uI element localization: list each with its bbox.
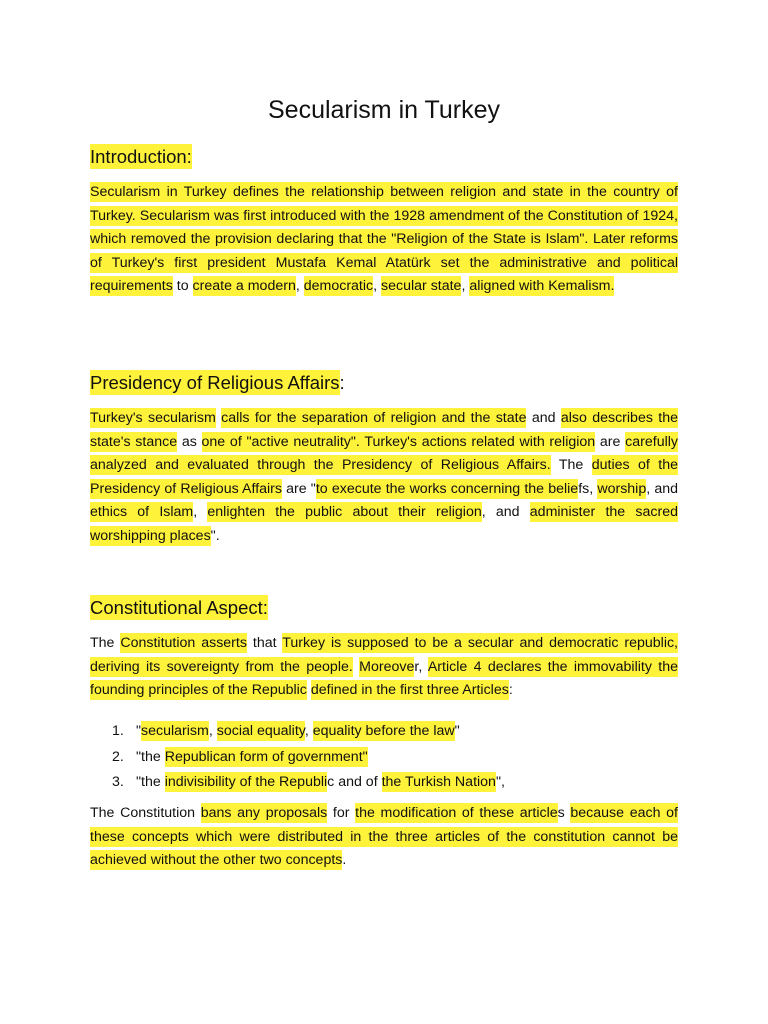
list-item-text [136, 772, 505, 792]
highlighted-text: democratic [303, 278, 374, 295]
plain-text: ", [495, 774, 505, 790]
highlighted-text: Moreove [359, 658, 415, 675]
list-item-number: 3. [112, 774, 124, 790]
plain-text: and [526, 410, 561, 426]
plain-text: , and [481, 504, 530, 521]
highlighted-text: to execute the works concerning the belie [315, 480, 579, 497]
constitutional-paragraph [90, 632, 678, 703]
presidency-heading [90, 369, 345, 397]
introduction-paragraph [90, 181, 678, 299]
highlighted-text: which removed the provision [90, 231, 272, 248]
highlighted-text: also describes the state's stance [90, 410, 678, 450]
presidency-heading-colon: : [339, 372, 345, 393]
list-item-number: 2. [112, 748, 124, 765]
plain-text: , [193, 504, 208, 521]
plain-text: are " [282, 480, 316, 497]
highlighted-text: declaring that the "Religion of the State is Islam". Later reforms of Turkey's first president Mustafa Kemal Atatürk set the administrative and political requirements [90, 231, 679, 295]
highlighted-text: the Turkish Nation [381, 774, 496, 790]
highlighted-text: carefully analyzed and evaluated through the Presidency of Religious Affairs. [90, 433, 678, 474]
highlighted-text: bans any proposals [200, 805, 328, 821]
plain-text: as [177, 433, 202, 450]
highlighted-text: secular state [381, 278, 462, 295]
highlighted-text: ethics of Islam [90, 504, 194, 521]
highlighted-text: Constitution asserts [120, 635, 247, 651]
highlighted-text: Article 4 declares the immovability the founding principles of the Republic [90, 658, 678, 699]
plain-text: , and [646, 480, 678, 497]
founding-principles-list [112, 719, 672, 796]
highlighted-text: administer the sacred worshipping places [90, 504, 678, 544]
plain-text: , [304, 723, 313, 739]
constitutional-heading-text: Constitutional Aspect: [90, 597, 268, 618]
highlighted-text: defined in the first three Articles [310, 682, 509, 699]
plain-text: "the [136, 774, 165, 790]
plain-text: , [373, 278, 382, 295]
list-item-text [136, 747, 368, 767]
highlighted-text: the modification of these article [355, 805, 558, 821]
plain-text: The Constitution [90, 805, 201, 821]
highlighted-text: social equality [216, 723, 305, 739]
plain-text: are [595, 433, 626, 450]
highlighted-text: worship [597, 480, 647, 497]
list-item [112, 719, 672, 745]
plain-text: r, [414, 658, 428, 675]
highlighted-text: calls for the separation of religion and the state [221, 410, 527, 426]
highlighted-text: aligned with Kemalism. [469, 278, 615, 295]
plain-text: "the [136, 748, 165, 765]
highlighted-text: one of "active neutrality". Turkey's actions related with religion [201, 433, 596, 450]
plain-text: ". [210, 527, 220, 544]
document-title: Secularism in Turkey [267, 96, 501, 124]
presidency-paragraph [90, 407, 678, 549]
plain-text: , [208, 723, 217, 739]
highlighted-text: secularism [141, 723, 209, 739]
highlighted-text: enlighten the public about their religion [207, 504, 482, 521]
plain-text: " [454, 723, 460, 739]
introduction-heading-text: Introduction: [90, 146, 192, 167]
presidency-heading-text: Presidency of Religious Affairs [90, 372, 340, 393]
highlighted-text: Secularism in Turkey defines the relationship [90, 184, 384, 200]
highlighted-text: equality before the law [312, 723, 455, 739]
plain-text: The [550, 457, 592, 474]
highlighted-text: duties of the Presidency of Religious Affairs [90, 457, 678, 497]
introduction-heading [90, 143, 192, 171]
plain-text: : [508, 682, 513, 699]
list-item [112, 745, 672, 771]
plain-text: that [246, 635, 283, 651]
plain-text: fs, [578, 480, 598, 497]
highlighted-text: Republican form of government" [164, 748, 368, 765]
highlighted-text: between religion and state in the country of Turkey. Secularism was first introduced with the 1928 amendment of the Constitution of 1924, [90, 184, 679, 224]
highlighted-text: create a modern [192, 278, 296, 295]
highlighted-text: because each of these concepts which were distributed in the three articles of the constitution cannot be achieved without the other two concepts [90, 805, 678, 869]
constitutional-heading [90, 594, 268, 622]
list-item-text [136, 721, 460, 741]
highlighted-text: Turkey's secularism [90, 410, 216, 426]
plain-text: for [327, 805, 356, 821]
highlighted-text: indivisibility of the Republi [164, 774, 328, 790]
list-item-number: 1. [112, 723, 124, 739]
plain-text: s [557, 805, 571, 821]
closing-paragraph [90, 802, 678, 873]
plain-text: , [295, 278, 304, 295]
plain-text: " [136, 723, 142, 739]
plain-text: to [172, 278, 193, 295]
plain-text: , [461, 278, 470, 295]
plain-text: c and of [327, 774, 382, 790]
list-item [112, 770, 672, 796]
plain-text: . [342, 852, 347, 869]
plain-text: The [90, 635, 121, 651]
highlighted-text: Turkey is supposed to be a secular and democratic republic, deriving its sovereignty from the people. [90, 635, 679, 675]
